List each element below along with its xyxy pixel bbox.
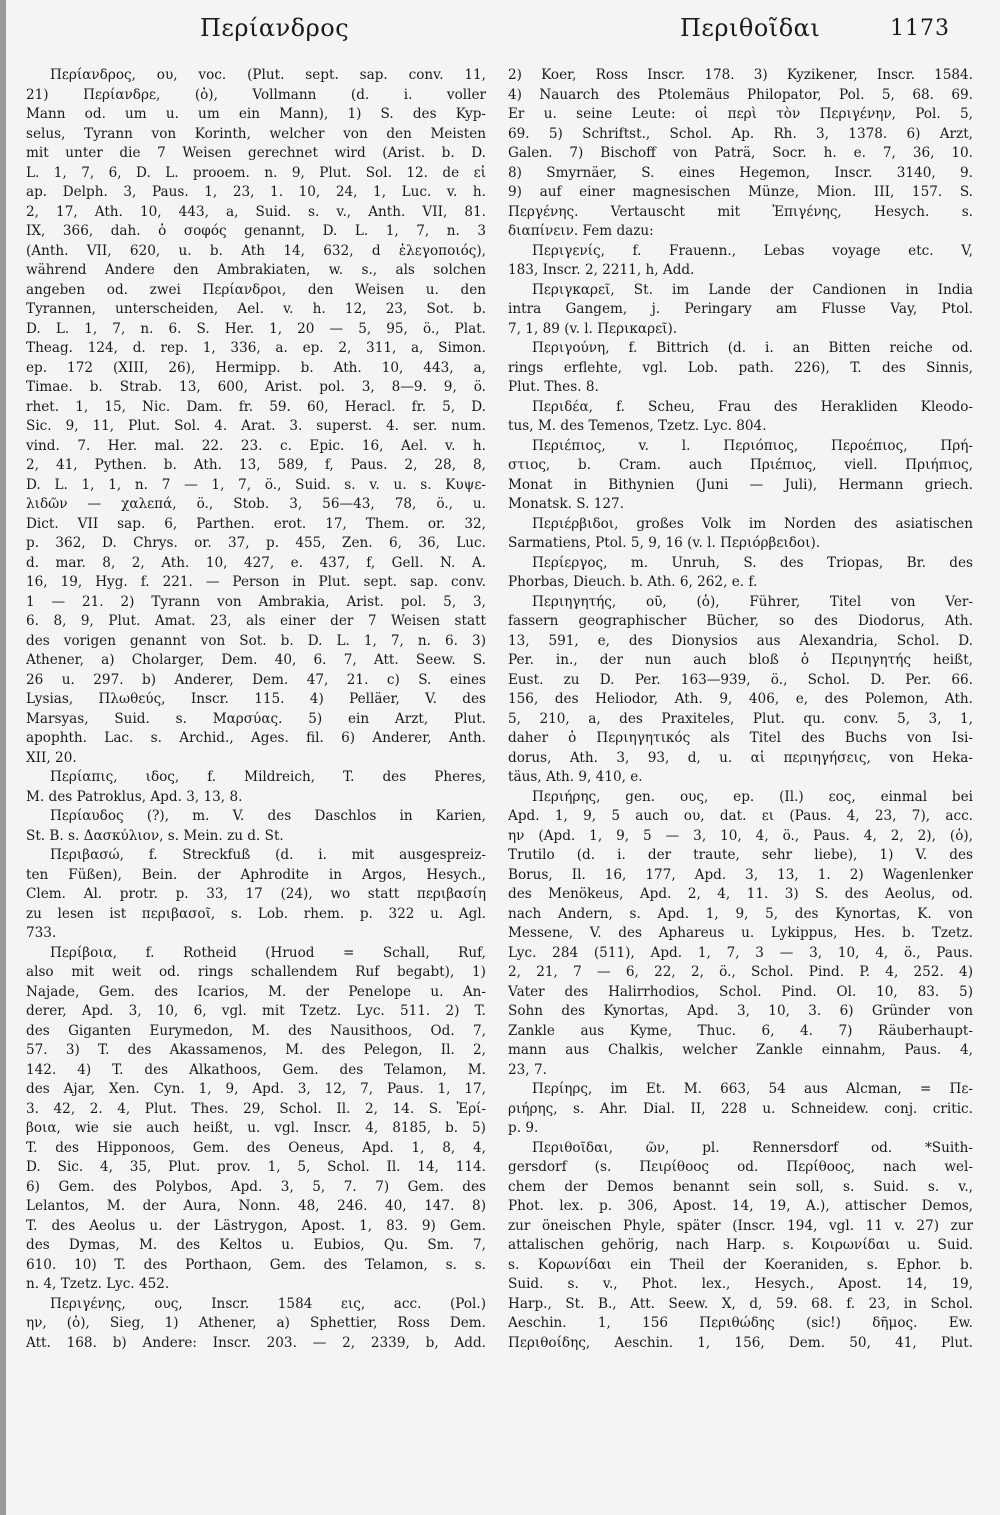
text-line: λιδῶν — χαλεπά, ö., Stob. 3, 56—43, 78, ö., u.: [26, 496, 486, 512]
text-line: selus, Tyrann von Korinth, welcher von den Meisten: [26, 125, 486, 142]
text-line: apophth. Lac. s. Archid., Ages. fil. 6) Anderer, Anth.: [26, 730, 486, 746]
text-line: Plut. Thes. 8.: [508, 379, 599, 395]
text-line: Att. 168. b) Andere: Inscr. 203. — 2, 2339, b, Add.: [26, 1334, 486, 1351]
text-line: 69. 5) Schriftst., Schol. Ap. Rh. 3, 1378. 6) Arzt,: [508, 125, 973, 142]
text-line: 57. 3) T. des Akassamenos, M. des Pelegon, Il. 2,: [26, 1042, 486, 1058]
text-line: St. B. s. Δασκύλιον, s. Mein. zu d. St.: [26, 827, 284, 844]
text-line: mann aus Chalkis, welcher Zankle einnahm, Paus. 4,: [508, 1042, 973, 1058]
text-line: 3. 42, 2. 4, Plut. Thes. 29, Schol. Il. 2, 14. S. Ἐρί-: [26, 1100, 486, 1117]
text-line: Monat in Bithynien (Juni — Juli), Hermann griech.: [508, 476, 973, 493]
text-line: Mann od. um u. um ein Mann), 1) S. des Kyp-: [26, 106, 486, 122]
text-line: Sohn des Kynortas, Apd. 3, 10, 3. 6) Gründer von: [508, 1003, 973, 1019]
text-line: Monatsk. S. 127.: [508, 496, 625, 512]
entry-first-line: Περίεργος, m. Unruh, S. des Triopas, Br. des: [532, 554, 973, 571]
text-line: täus, Ath. 9, 410, e.: [508, 769, 643, 785]
text-line: T. des Hipponoos, Gem. des Oeneus, Apd. 1, 8, 4,: [26, 1139, 486, 1156]
text-line: zur öneischen Phyle, später (Inscr. 194, vgl. 11 v. 27) zur: [508, 1217, 973, 1234]
text-line: chem der Demos benannt sein soll, s. Suid. s. v.,: [508, 1178, 973, 1195]
text-line: ην, (ὁ), Sieg, 1) Athener, a) Sphettier, Ross Dem.: [26, 1315, 486, 1331]
text-line: 23, 7.: [508, 1061, 547, 1078]
text-line: D. L. 1, 1, n. 7 — 1, 7, ö., Suid. s. v. u. s. Κυψε-: [26, 476, 486, 493]
text-line: intra Gangem, j. Peringary am Flusse Vay, Ptol.: [508, 301, 973, 317]
text-line: Περιθοίδης, Aeschin. 1, 156, Dem. 50, 41, Plut.: [508, 1334, 973, 1351]
text-line: 9) auf einer magnesischen Münze, Mion. III, 157. S.: [508, 184, 973, 200]
text-line: des Dymas, M. des Keltos u. Eubios, Qu. Sm. 7,: [26, 1237, 486, 1253]
text-line: Marsyas, Suid. s. Μαρσύας. 5) ein Arzt, Plut.: [26, 710, 486, 727]
text-line: Apd. 1, 9, 5 auch ου, dat. ει (Paus. 4, 23, 7), acc.: [508, 808, 973, 824]
text-line: Tyrannen, unterscheiden, Ael. v. h. 12, 23, Sot. b.: [26, 301, 486, 317]
text-line: 6. 8, 9, Plut. Amat. 23, als einer der 7 Weisen statt: [26, 613, 486, 629]
text-line: 7, 1, 89 (v. l. Περικαρεῖ).: [508, 320, 678, 337]
text-line: T. des Aeolus u. der Lästrygon, Apost. 1, 83. 9) Gem.: [26, 1217, 486, 1234]
text-line: Er u. seine Leute: οἱ περὶ τὸν Περιγένην, Pol. 5,: [508, 106, 973, 122]
text-line: L. 1, 7, 6, D. L. prooem. n. 9, Plut. Sol. 12. de εἰ: [26, 164, 486, 181]
page-number: 1173: [890, 16, 950, 41]
text-line: Clem. Al. protr. p. 33, 17 (24), wo statt περιβασίη: [26, 886, 486, 902]
text-line: ten Füßen), Bein. der Aphrodite in Argos, Hesych.,: [26, 866, 486, 883]
text-line: Lelantos, M. der Aura, Nonn. 48, 246. 40, 147. 8): [26, 1198, 486, 1214]
entry-first-line: Περιθοῖδαι, ῶν, pl. Rennersdorf od. *Suith-: [532, 1139, 973, 1156]
text-line: also mit weit od. rings schallendem Ruf begabt), 1): [26, 964, 486, 980]
entry-first-line: Περιγούνη, f. Bittrich (d. i. an Bitten reiche od.: [532, 340, 973, 356]
text-line: Harp., St. B., Att. Seew. X, d, 59. 68. f. 23, in Schol.: [508, 1295, 973, 1312]
text-line: Sarmatiens, Ptol. 5, 9, 16 (v. l. Περιόρβειδοι).: [508, 535, 821, 551]
text-line: Borus, Il. 16, 177, Apd. 3, 13, 1. 2) Wagenlenker: [508, 866, 973, 883]
entry-first-line: Περίβοια, f. Rotheid (Hruod = Schall, Ruf,: [50, 944, 486, 961]
entry-first-line: Περιβασώ, f. Streckfuß (d. i. mit ausgespreiz-: [50, 847, 486, 863]
text-line: n. 4, Tzetz. Lyc. 452.: [26, 1276, 170, 1292]
text-line: 5, 210, a, des Praxiteles, Plut. qu. conv. 5, 3, 1,: [508, 710, 973, 727]
text-line: Timae. b. Strab. 13, 600, Arist. pol. 3, 8—9. 9, ö.: [26, 379, 486, 395]
text-line: rings erflehte, vgl. Lob. path. 226), T. des Sinnis,: [508, 359, 973, 376]
entry-first-line: Περιέπιος, v. l. Περιόπιος, Περοέπιος, Πρή-: [532, 437, 973, 454]
text-line: 183, Inscr. 2, 2211, h, Add.: [508, 262, 695, 278]
text-line: ην (Apd. 1, 9, 5 — 3, 10, 4, ö., Paus. 4, 2, 2), (ὁ),: [508, 827, 973, 844]
text-line: mit unter die 7 Weisen gerechnet wird (Arist. b. D.: [26, 145, 486, 161]
entry-first-line: Περίαυδος (?), m. V. des Daschlos in Karien,: [50, 808, 486, 824]
text-line: 1 — 21. 2) Tyrann von Ambrakia, Arist. pol. 5, 3,: [26, 593, 486, 610]
text-line: IX, 366, dah. ὁ σοφός genannt, D. L. 1, 7, n. 3: [26, 223, 486, 239]
text-line: Messene, V. des Aphareus u. Lykippus, Hes. b. Tzetz.: [508, 925, 973, 941]
text-line: 733.: [26, 925, 57, 941]
text-line: στιος, b. Cram. auch Πριέπιος, viell. Πριήπιος,: [508, 457, 973, 473]
text-line: ap. Delph. 3, Paus. 1, 23, 1. 10, 24, 1, Luc. v. h.: [26, 184, 486, 200]
entry-first-line: Περιγενίς, f. Frauenn., Lebas voyage etc. V,: [532, 242, 973, 259]
text-line: d. mar. 8, 2, Ath. 10, 427, e. 437, f, Gell. N. A.: [26, 554, 486, 571]
text-line: nach Andern, s. Apd. 1, 9, 5, des Kynortas, K. von: [508, 905, 973, 922]
text-line: Per. in., der nun auch bloß ὁ Περιηγητής heißt,: [508, 652, 973, 668]
text-line: gersdorf (s. Πειρίθοος od. Περίθοος, nach wel-: [508, 1159, 973, 1175]
text-line: Lyc. 284 (511), Apd. 1, 7, 3 — 3, 10, 4, ö., Paus.: [508, 944, 973, 961]
text-line: Theag. 124, d. rep. 1, 336, a. ep. 2, 311, a, Simon.: [26, 340, 486, 356]
text-line: 8) Smyrnäer, S. eines Hegemon, Inscr. 3140, 9.: [508, 164, 973, 181]
entry-first-line: Περιήρης, gen. ους, ep. (Il.) εος, einmal bei: [532, 788, 973, 805]
entry-first-line: Περίανδρος, ου, voc. (Plut. sept. sap. conv. 11,: [50, 67, 486, 83]
text-line: des vorigen genannt von Sot. b. D. L. 1, 7, n. 6. 3): [26, 632, 486, 649]
text-line: p. 9.: [508, 1120, 539, 1136]
text-line: 610. 10) T. des Porthaon, Gem. des Telamon, s. s.: [26, 1256, 486, 1273]
text-line: Galen. 7) Bischoff von Paträ, Socr. h. e. 7, 36, 10.: [508, 145, 973, 161]
text-line: des Ajar, Xen. Cyn. 1, 9, Apd. 3, 12, 7, Paus. 1, 17,: [26, 1081, 486, 1097]
entry-first-line: Περίαπις, ιδος, f. Mildreich, T. des Pheres,: [50, 769, 486, 785]
right-column: [508, 66, 973, 1353]
text-line: tus, M. des Temenos, Tzetz. Lyc. 804.: [508, 418, 767, 434]
text-line: ep. 172 (XIII, 26), Hermipp. b. Ath. 10, 443, a,: [26, 359, 486, 376]
text-line: 6) Gem. des Polybos, Apd. 3, 5, 7. 7) Gem. des: [26, 1178, 486, 1195]
text-line: des Menökeus, Apd. 2, 4, 11. 3) S. des Aeolus, od.: [508, 886, 973, 902]
entry-first-line: Περιηγητής, οῦ, (ὁ), Führer, Titel von Ver-: [532, 593, 973, 610]
text-line: 2, 21, 7 — 6, 22, 2, ö., Schol. Pind. P. 4, 252. 4): [508, 964, 973, 980]
text-line: derer, Apd. 3, 10, 6, vgl. mit Tzetz. Lyc. 511. 2) T.: [26, 1003, 486, 1019]
entry-first-line: Περιγένης, ους, Inscr. 1584 εις, acc. (Pol.): [50, 1295, 486, 1312]
text-line: 21) Περίανδρε, (ὁ), Vollmann (d. i. voller: [26, 86, 486, 103]
entry-first-line: Περίηρς, im Et. M. 663, 54 aus Alcman, = Πε-: [532, 1081, 973, 1097]
text-line: daher ὁ Περιηγητικός als Titel des Buchs von Isi-: [508, 730, 973, 746]
text-line: Dict. VII sap. 6, Parthen. erot. 17, Them. or. 32,: [26, 515, 486, 532]
text-line: 2, 17, Ath. 10, 443, a, Suid. s. v., Anth. VII, 81.: [26, 203, 486, 220]
text-line: διαπίνειν. Fem dazu:: [508, 223, 654, 239]
text-line: Trutilo (d. i. der traute, sehr liebe), 1) V. des: [508, 847, 973, 863]
entry-first-line: Περιέρβιδοι, großes Volk im Norden des asiatischen: [532, 515, 973, 532]
text-line: p. 362, D. Chrys. or. 37, p. 455, Zen. 6, 36, Luc.: [26, 535, 486, 551]
text-line: Sic. 9, 11, Plut. Sol. 4. Arat. 3. superst. 4. ser. num.: [26, 418, 486, 434]
text-line: M. des Patroklus, Apd. 3, 13, 8.: [26, 788, 243, 805]
text-line: Περγένης. Vertauscht mit Ἐπιγένης, Hesych. s.: [508, 203, 973, 220]
running-head-left: Περίανδρος: [200, 14, 350, 42]
text-line: 4) Nauarch des Ptolemäus Philopator, Pol. 5, 68. 69.: [508, 86, 973, 103]
text-line: Aeschin. 1, 156 Περιθώδης (sic!) δῆμος. Ew.: [508, 1315, 973, 1331]
text-line: ριήρης, s. Ahr. Dial. II, 228 u. Schneidew. conj. critic.: [508, 1100, 973, 1117]
entry-first-line: Περιδέα, f. Scheu, Frau des Herakliden Kleodo-: [532, 398, 973, 415]
text-line: 26 u. 297. b) Anderer, Dem. 47, 21. c) S. eines: [26, 671, 486, 688]
page-binding-edge: [0, 0, 6, 1515]
running-head-right: Περιθοῖδαι: [680, 14, 821, 42]
text-line: attalischen gehörig, nach Harp. s. Κοιρωνίδαι u. Suid.: [508, 1237, 973, 1253]
text-line: angeben od. zwei Περίανδροι, den Weisen u. den: [26, 281, 486, 298]
text-line: fassern geographischer Bücher, so des Diodorus, Ath.: [508, 613, 973, 629]
text-line: Suid. s. v., Phot. lex., Hesych., Apost. 14, 19,: [508, 1276, 973, 1292]
entry-first-line: Περιγκαρεῖ, St. im Lande der Candionen in India: [532, 281, 973, 298]
text-line: D. Sic. 4, 35, Plut. prov. 1, 5, Schol. Il. 14, 114.: [26, 1159, 486, 1175]
text-line: 2) Koer, Ross Inscr. 178. 3) Kyzikener, Inscr. 1584.: [508, 67, 973, 83]
text-line: dorus, Ath. 3, 93, d, u. αἱ περιηγήσεις, von Heka-: [508, 749, 973, 766]
text-line: XII, 20.: [26, 749, 77, 766]
text-line: Phorbas, Dieuch. b. Ath. 6, 262, e. f.: [508, 574, 758, 590]
text-line: zu lesen ist περιβασοῖ, s. Lob. rhem. p. 322 u. Agl.: [26, 905, 486, 922]
text-line: rhet. 1, 15, Nic. Dam. fr. 59. 60, Heracl. fr. 5, D.: [26, 398, 486, 415]
text-line: des Giganten Eurymedon, M. des Nausithoos, Od. 7,: [26, 1022, 486, 1039]
text-line: während Andere den Ambrakiaten, w. s., als solchen: [26, 262, 486, 278]
text-line: D. L. 1, 7, n. 6. S. Her. 1, 20 — 5, 95, ö., Plat.: [26, 320, 486, 337]
text-line: Eust. zu D. Per. 163—939, ö., Schol. D. Per. 66.: [508, 671, 973, 688]
text-line: Phot. lex. p. 306, Apost. 14, 19, A.), attischer Demos,: [508, 1198, 973, 1214]
text-line: 16, 19, Hyg. f. 221. — Person in Plut. sept. sap. conv.: [26, 574, 486, 590]
text-line: Vater des Halirrhodios, Schol. Pind. Ol. 10, 83. 5): [508, 983, 973, 1000]
text-line: (Anth. VII, 620, u. b. Ath 14, 632, d ἐλεγοποιός),: [26, 242, 486, 259]
text-line: Zankle aus Kyme, Thuc. 6, 4. 7) Räuberhaupt-: [508, 1022, 973, 1039]
left-column: [26, 66, 486, 1353]
text-line: s. Κορωνίδαι ein Theil der Koeraniden, s. Ephor. b.: [508, 1256, 973, 1273]
text-line: Najade, Gem. des Icarios, M. der Penelope u. An-: [26, 983, 486, 1000]
text-line: Lysias, Πλωθεύς, Inscr. 115. 4) Pelläer, V. des: [26, 691, 486, 707]
text-line: Athener, a) Cholarger, Dem. 40, 6. 7, Att. Seew. S.: [26, 652, 486, 668]
text-line: βοια, wie sie auch heißt, u. vgl. Inscr. 4, 8185, b. 5): [26, 1120, 486, 1136]
page-header: [0, 14, 1000, 54]
text-line: 2, 41, Pythen. b. Ath. 13, 589, f, Paus. 2, 28, 8,: [26, 457, 486, 473]
text-line: 156, des Heliodor, Ath. 9, 406, e, des Polemon, Ath.: [508, 691, 973, 707]
text-line: 142. 4) T. des Alkathoos, Gem. des Telamon, M.: [26, 1061, 486, 1078]
text-line: vind. 7. Her. mal. 22. 23. c. Epic. 16, Ael. v. h.: [26, 437, 486, 454]
text-line: 13, 591, e, des Dionysios aus Alexandria, Schol. D.: [508, 632, 973, 649]
